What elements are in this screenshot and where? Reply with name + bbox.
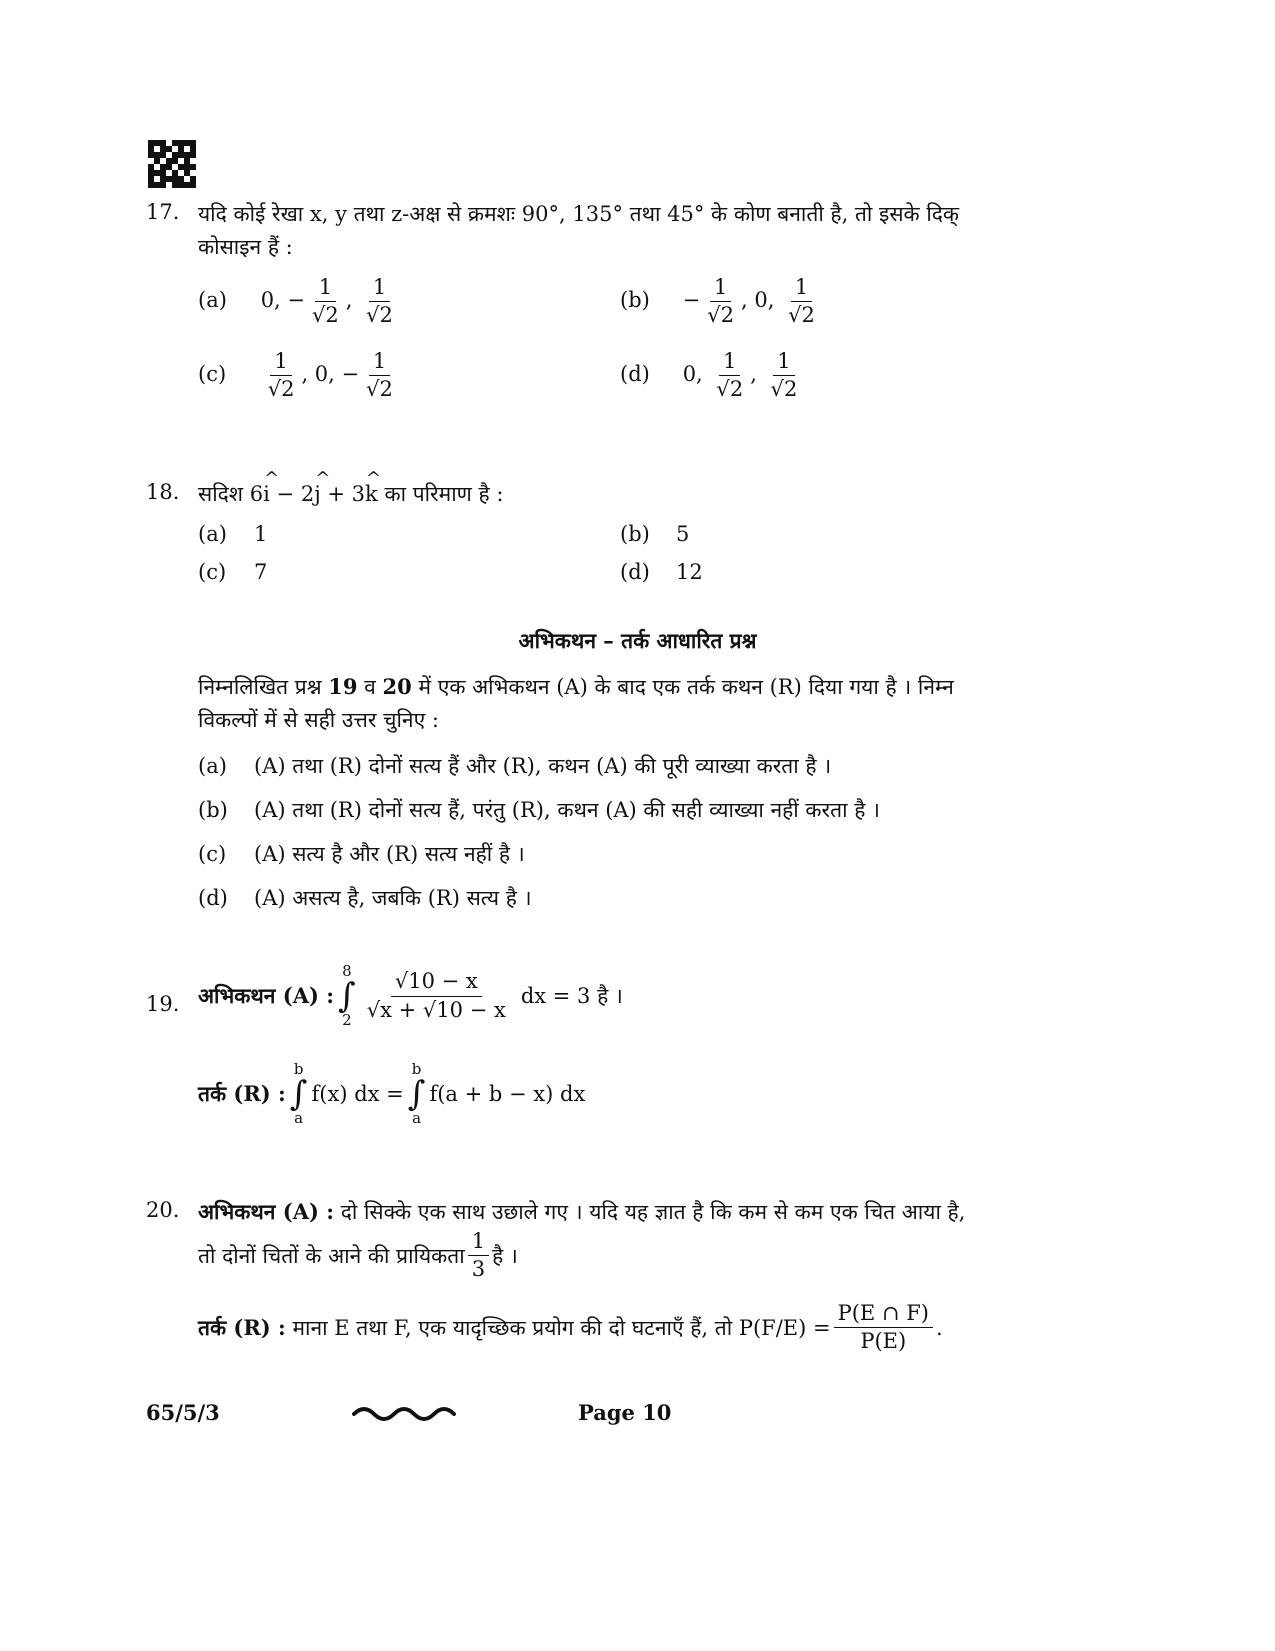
- fraction: $\frac{1}{√2}$: [788, 275, 815, 328]
- q20-number: 20.: [146, 1198, 180, 1222]
- q17-option-a: (a) 0, − $\frac{1}{√2}$ , $\frac{1}{√2}$: [198, 276, 400, 327]
- fraction: $\frac{1}{3}$: [468, 1230, 489, 1281]
- fraction: $\frac{1}{√2}$: [716, 349, 744, 402]
- q18-option-b: (b) 5: [620, 522, 690, 546]
- q17-number: 17.: [146, 200, 180, 224]
- page-number: Page 10: [578, 1400, 672, 1425]
- integral: b ∫ a: [289, 1060, 308, 1127]
- q17-option-c: (c) $\frac{1}{√2}$ , 0, − $\frac{1}{√2}$: [198, 350, 400, 401]
- section-heading: अभिकथन – तर्क आधारित प्रश्न: [518, 628, 757, 653]
- q18-option-d: (d) 12: [620, 560, 703, 584]
- fraction: $\frac{1}{√2}$: [770, 349, 798, 402]
- option-label: (d): [620, 362, 650, 387]
- option-label: (b): [620, 288, 650, 313]
- fraction: $\frac{1}{√2}$: [312, 275, 339, 328]
- qr-code: [148, 140, 196, 188]
- q17-option-d: (d) 0, $\frac{1}{√2}$ , $\frac{1}{√2}$: [620, 350, 804, 401]
- q20-assertion-line2: तो दोनों चितों के आने की प्रायिकता $\frac{1}{3}$ है ।: [198, 1229, 518, 1282]
- section-option-d: (d) (A) असत्य है, जबकि (R) सत्य है ।: [198, 886, 532, 910]
- q19-reason: तर्क (R) : b ∫ a f(x) dx = b ∫ a f(a + b − x) dx: [198, 1060, 586, 1127]
- section-option-c: (c) (A) सत्य है और (R) सत्य नहीं है ।: [198, 842, 525, 866]
- fraction: $\frac{√10 - x}{√x + √10 - x}$: [366, 969, 506, 1022]
- option-label: (c): [198, 362, 227, 387]
- q18-text: सदिश 6^ i − 2^ j + 3^ k का परिमाण है :: [198, 480, 503, 508]
- integral: b ∫ a: [407, 1060, 426, 1127]
- option-label: (a): [198, 288, 227, 313]
- q17-option-b: (b) − $\frac{1}{√2}$ , 0, $\frac{1}{√2}$: [620, 276, 822, 327]
- q18-number: 18.: [146, 480, 180, 504]
- fraction: $\frac{1}{√2}$: [366, 275, 393, 328]
- fraction: $\frac{P(E \cap F)}{P(E)}$: [834, 1302, 933, 1353]
- section-intro-line1: निम्नलिखित प्रश्न 19 व 20 में एक अभिकथन (A) के बाद एक तर्क कथन (R) दिया गया है । निम्न: [198, 674, 954, 699]
- paper-code: 65/5/3: [146, 1400, 220, 1425]
- q20-assertion: अभिकथन (A) : दो सिक्के एक साथ उछाले गए । यदि यह ज्ञात है कि कम से कम एक चित आया है,: [198, 1199, 966, 1224]
- fraction: $\frac{1}{√2}$: [366, 349, 393, 402]
- section-option-a: (a) (A) तथा (R) दोनों सत्य हैं और (R), कथन (A) की पूरी व्याख्या करता है ।: [198, 754, 832, 778]
- q19-assertion: अभिकथन (A) : 8 ∫ 2 $\frac{√10 - x}{√x + √10 - x}$ dx = 3 है ।: [198, 962, 623, 1029]
- q19-number: 19.: [146, 992, 180, 1016]
- q18-option-c: (c) 7: [198, 560, 268, 584]
- section-intro-line2: विकल्पों में से सही उत्तर चुनिए :: [198, 708, 439, 732]
- q17-text-line1: यदि कोई रेखा x, y तथा z-अक्ष से क्रमशः 90°, 135° तथा 45° के कोण बनाती है, तो इसके दिक्: [198, 202, 960, 226]
- fraction: $\frac{1}{√2}$: [707, 275, 735, 328]
- wave-ornament: [352, 1400, 462, 1424]
- section-option-b: (b) (A) तथा (R) दोनों सत्य हैं, परंतु (R), कथन (A) की सही व्याख्या नहीं करता है ।: [198, 798, 881, 822]
- fraction: $\frac{1}{√2}$: [267, 349, 295, 402]
- q18-option-a: (a) 1: [198, 522, 268, 546]
- q17-text-line2: कोसाइन हैं :: [198, 235, 293, 259]
- q20-reason: तर्क (R) : माना E तथा F, एक यादृच्छिक प्रयोग की दो घटनाएँ हैं, तो P(F/E) = $\frac{P(E \cap F)}{P(E)}$ .: [198, 1301, 943, 1354]
- integral: 8 ∫ 2: [338, 962, 356, 1029]
